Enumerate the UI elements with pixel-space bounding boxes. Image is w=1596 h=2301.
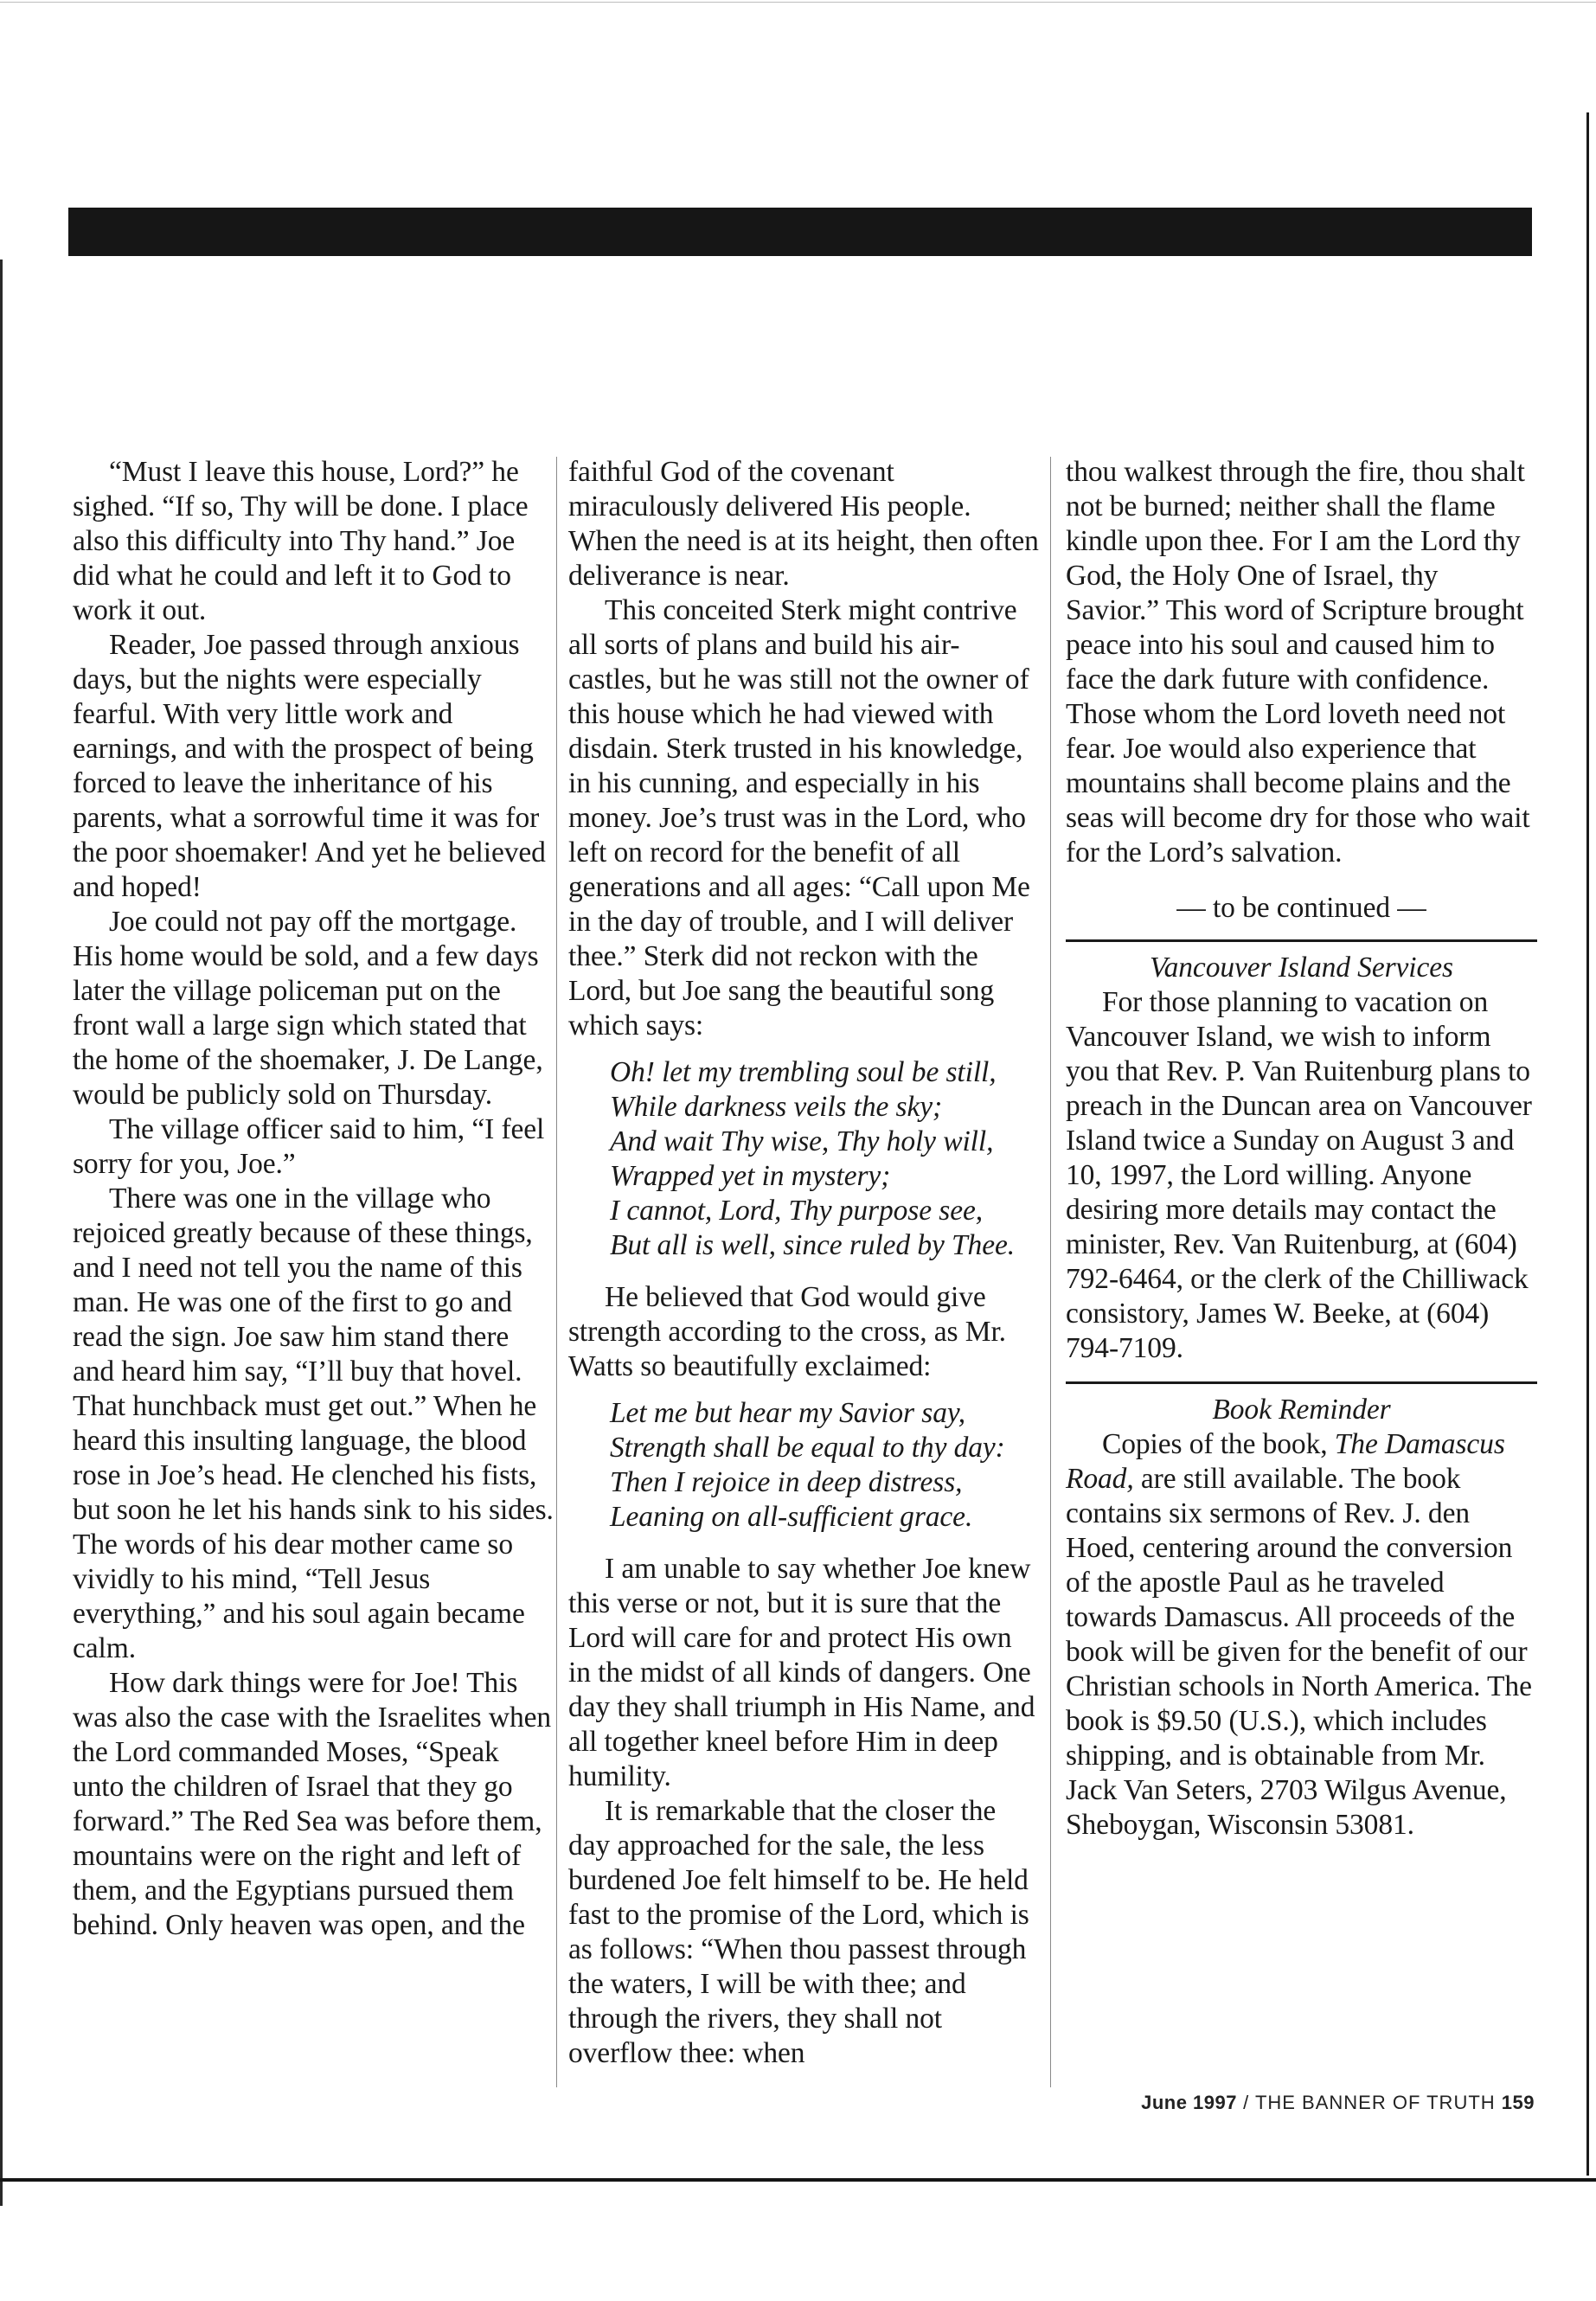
right-margin-line (1586, 112, 1589, 2176)
book-title: The Damascus Road, (1066, 1428, 1505, 1495)
paragraph: He believed that God would give strength according to the cross, as Mr. Watts so beautifully exclaimed: (568, 1281, 1006, 1382)
poem-line: Oh! let my trembling soul be still, (610, 1056, 997, 1088)
poem-line: Wrapped yet in mystery; (610, 1160, 891, 1192)
paragraph: thou walkest through the fire, thou shalt not be burned; neither shall the flame kindle upon thee. For I am the Lord thy God, the Holy One of Israel, thy Savior.” This word of Scripture brought peace into his soul and caused him to face the dark future with confidence. Those whom the Lord loveth need not fear. Joe would also experience that mountains shall become plains and the seas will become dry for those who wait for the Lord’s salvation. (1066, 456, 1530, 868)
paragraph: There was one in the village who rejoiced greatly because of these things, and I need not tell you the name of this man. He was one of the first to go and read the sign. Joe saw him stand there and heard him say, “I’ll buy that hovel. That hunchback must get out.” When he heard this insulting language, the blood rose in Joe’s head. He clenched his fists, but soon he let his hands sink to his sides. The words of his dear mother came so vividly to his mind, “Tell Jesus everything,” and his soul again became calm. (73, 1183, 554, 1664)
vancouver-body: For those planning to vacation on Vancouver Island, we wish to inform you that Rev. P. Van Ruitenburg plans to preach in the Duncan area on Vancouver Island twice a Sunday on August 3 and 10, 1997, the Lord willing. Anyone desiring more details may contact the minister, Rev. Van Ruitenburg, at (604) 792-6464, or the clerk of the Chilliwack consistory, James W. Beeke, at (604) 794-7109. (1066, 986, 1532, 1364)
column-1 (73, 455, 557, 1943)
poem-line: Leaning on all-sufficient grace. (610, 1501, 973, 1533)
footer-date: June 1997 (1141, 2092, 1237, 2113)
header-banner (68, 208, 1532, 256)
paragraph: I am unable to say whether Joe knew this verse or not, but it is sure that the Lord will care for and protect His own in the midst of all kinds of dangers. One day they shall triumph in His Name, and all together kneel before Him in deep humility. (568, 1553, 1035, 1792)
book-reminder-body (1066, 1427, 1537, 1843)
bottom-rule (0, 2178, 1596, 2182)
vancouver-title: Vancouver Island Services (1149, 952, 1453, 984)
to-be-continued: — to be continued — (1176, 892, 1426, 924)
paragraph: “Must I leave this house, Lord?” he sighed. “If so, Thy will be done. I place also this difficulty into Thy hand.” Joe did what he could and left it to God to work it out. (73, 456, 529, 626)
top-rule (0, 2, 1596, 3)
page-footer (1107, 2092, 1535, 2114)
footer-journal: THE BANNER OF TRUTH (1254, 2092, 1496, 2113)
book-body-start: Copies of the book, (1102, 1428, 1335, 1460)
book-body-end: are still available. The book contains six sermons of Rev. J. den Hoed, centering around the conversion of the apostle Paul as he traveled towards Damascus. All proceeds of the book will be given for the benefit of our Christian schools in North America. The book is $9.50 (U.S.), which includes shipping, and is obtainable from Mr. Jack Van Seters, 2703 Wilgus Avenue, Sheboygan, Wisconsin 53081. (1066, 1463, 1532, 1841)
poem-line: While darkness veils the sky; (610, 1091, 943, 1123)
paragraph: Reader, Joe passed through anxious days, but the nights were especially fearful. With very little work and earnings, and with the prospect of being forced to leave the inheritance of his parents, what a sorrowful time it was for the poor shoemaker! And yet he believed and hoped! (73, 629, 546, 903)
poem-line: Strength shall be equal to thy day: (610, 1432, 1005, 1464)
paragraph: Joe could not pay off the mortgage. His home would be sold, and a few days later the village policeman put on the front wall a large sign which stated that the home of the shoemaker, J. De Lange, would be publicly sold on Thursday. (73, 906, 543, 1111)
column-2 (568, 455, 1040, 2071)
poem-1 (568, 1055, 1040, 1263)
column-3 (1066, 455, 1537, 1843)
poem-line: Then I rejoice in deep distress, (610, 1466, 963, 1498)
column-divider-2 (1050, 457, 1051, 2087)
paragraph: The village officer said to him, “I feel sorry for you, Joe.” (73, 1113, 545, 1180)
poem-line: But all is well, since ruled by Thee. (610, 1229, 1016, 1261)
poem-2 (568, 1396, 1040, 1535)
poem-line: I cannot, Lord, Thy purpose see, (610, 1195, 984, 1227)
footer-separator: / (1236, 2092, 1255, 2113)
paragraph: faithful God of the covenant miraculously delivered His people. When the need is at its height, then often deliverance is near. (568, 456, 1039, 592)
book-reminder-title: Book Reminder (1212, 1394, 1391, 1426)
paragraph: It is remarkable that the closer the day approached for the sale, the less burdened Joe felt himself to be. He held fast to the promise of the Lord, which is as follows: “When thou passest through the waters, I will be with thee; and through the rivers, they shall not overflow thee: when (568, 1795, 1029, 2069)
paragraph: This conceited Sterk might contrive all sorts of plans and build his air-castles, but he was still not the owner of this house which he had viewed with disdain. Sterk trusted in his knowledge, in his cunning, and especially in his money. Joe’s trust was in the Lord, who left on record for the benefit of all generations and all ages: “Call upon Me in the day of trouble, and I will deliver thee.” Sterk did not reckon with the Lord, but Joe sang the beautiful song which says: (568, 594, 1030, 1042)
page-number: 159 (1501, 2092, 1535, 2113)
poem-line: And wait Thy wise, Thy holy will, (610, 1125, 994, 1157)
section-divider (1066, 1381, 1537, 1384)
left-margin-line (0, 260, 6, 2206)
poem-line: Let me but hear my Savior say, (610, 1397, 966, 1429)
paragraph: How dark things were for Joe! This was also the case with the Israelites when the Lord commanded Moses, “Speak unto the children of Israel that they go forward.” The Red Sea was before them, mountains were on the right and left of them, and the Egyptians pursued them behind. Only heaven was open, and the (73, 1667, 552, 1941)
section-divider (1066, 939, 1537, 942)
